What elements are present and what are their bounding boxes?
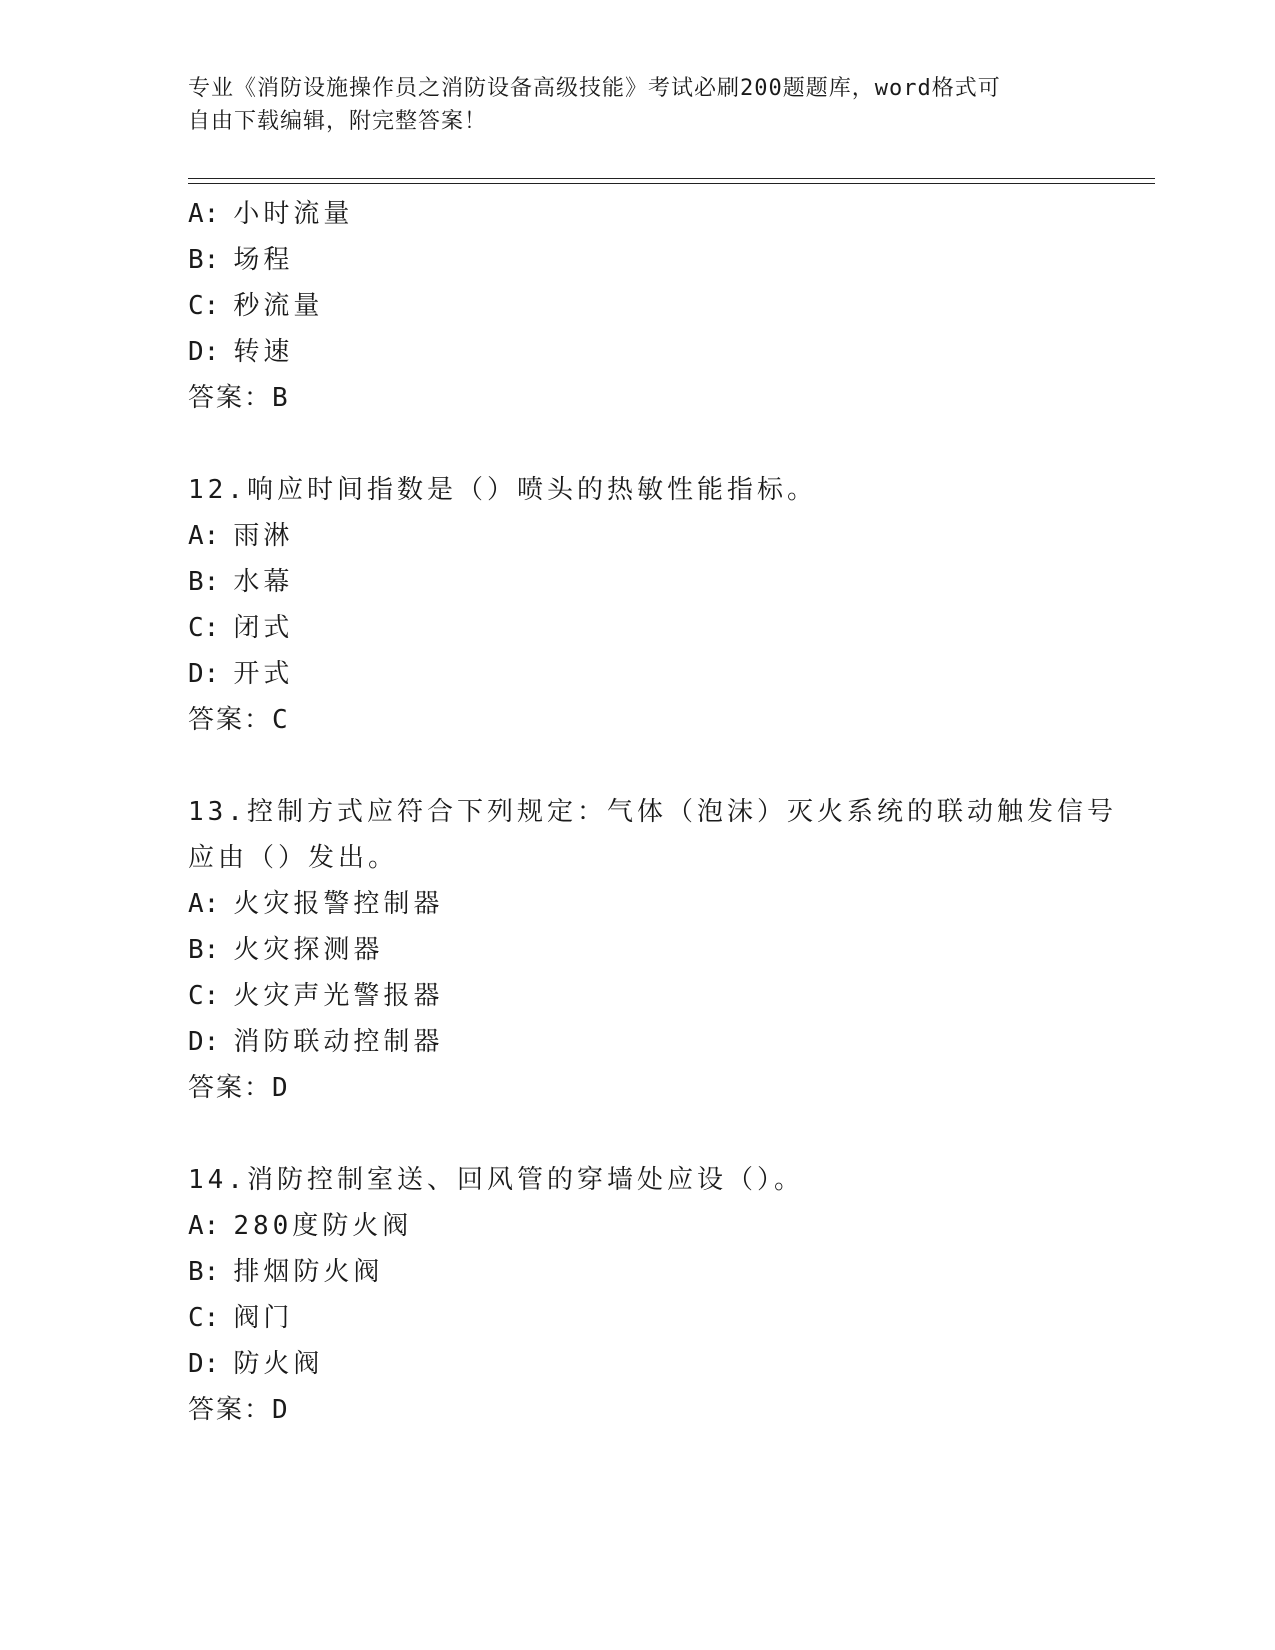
answer-line: 答案：D [188,1395,290,1425]
option-a: A: 280度防火阀 [188,1211,413,1241]
header-line-1: 专业《消防设施操作员之消防设备高级技能》考试必刷200题题库，word格式可 [188,76,1001,101]
option-b: B: 火灾探测器 [188,935,384,965]
option-c: C: 秒流量 [188,291,324,321]
partial-question [188,191,1148,421]
option-a: A: 小时流量 [188,199,354,229]
option-a: A: 火灾报警控制器 [188,889,444,919]
question-14 [188,1157,1148,1433]
header-divider-bottom [188,183,1155,184]
document-header [188,72,1088,138]
question-content [188,191,1148,1433]
option-d: D: 开式 [188,659,294,689]
option-d: D: 消防联动控制器 [188,1027,444,1057]
question-text: 12.响应时间指数是（）喷头的热敏性能指标。 [188,475,817,505]
question-13 [188,789,1148,1111]
question-text-continued: 应由（）发出。 [188,843,399,873]
option-b: B: 场程 [188,245,294,275]
option-d: D: 转速 [188,337,294,367]
option-c: C: 闭式 [188,613,294,643]
option-a: A: 雨淋 [188,521,294,551]
answer-line: 答案：D [188,1073,290,1103]
question-text: 13.控制方式应符合下列规定：气体（泡沫）灭火系统的联动触发信号 [188,797,1117,827]
option-b: B: 排烟防火阀 [188,1257,384,1287]
header-divider-top [188,178,1155,179]
option-d: D: 防火阀 [188,1349,324,1379]
option-b: B: 水幕 [188,567,294,597]
question-text: 14.消防控制室送、回风管的穿墙处应设（）。 [188,1165,804,1195]
answer-line: 答案：B [188,383,290,413]
question-12 [188,467,1148,743]
option-c: C: 阀门 [188,1303,294,1333]
header-line-2: 自由下载编辑，附完整答案！ [188,109,488,134]
option-c: C: 火灾声光警报器 [188,981,444,1011]
answer-line: 答案：C [188,705,290,735]
